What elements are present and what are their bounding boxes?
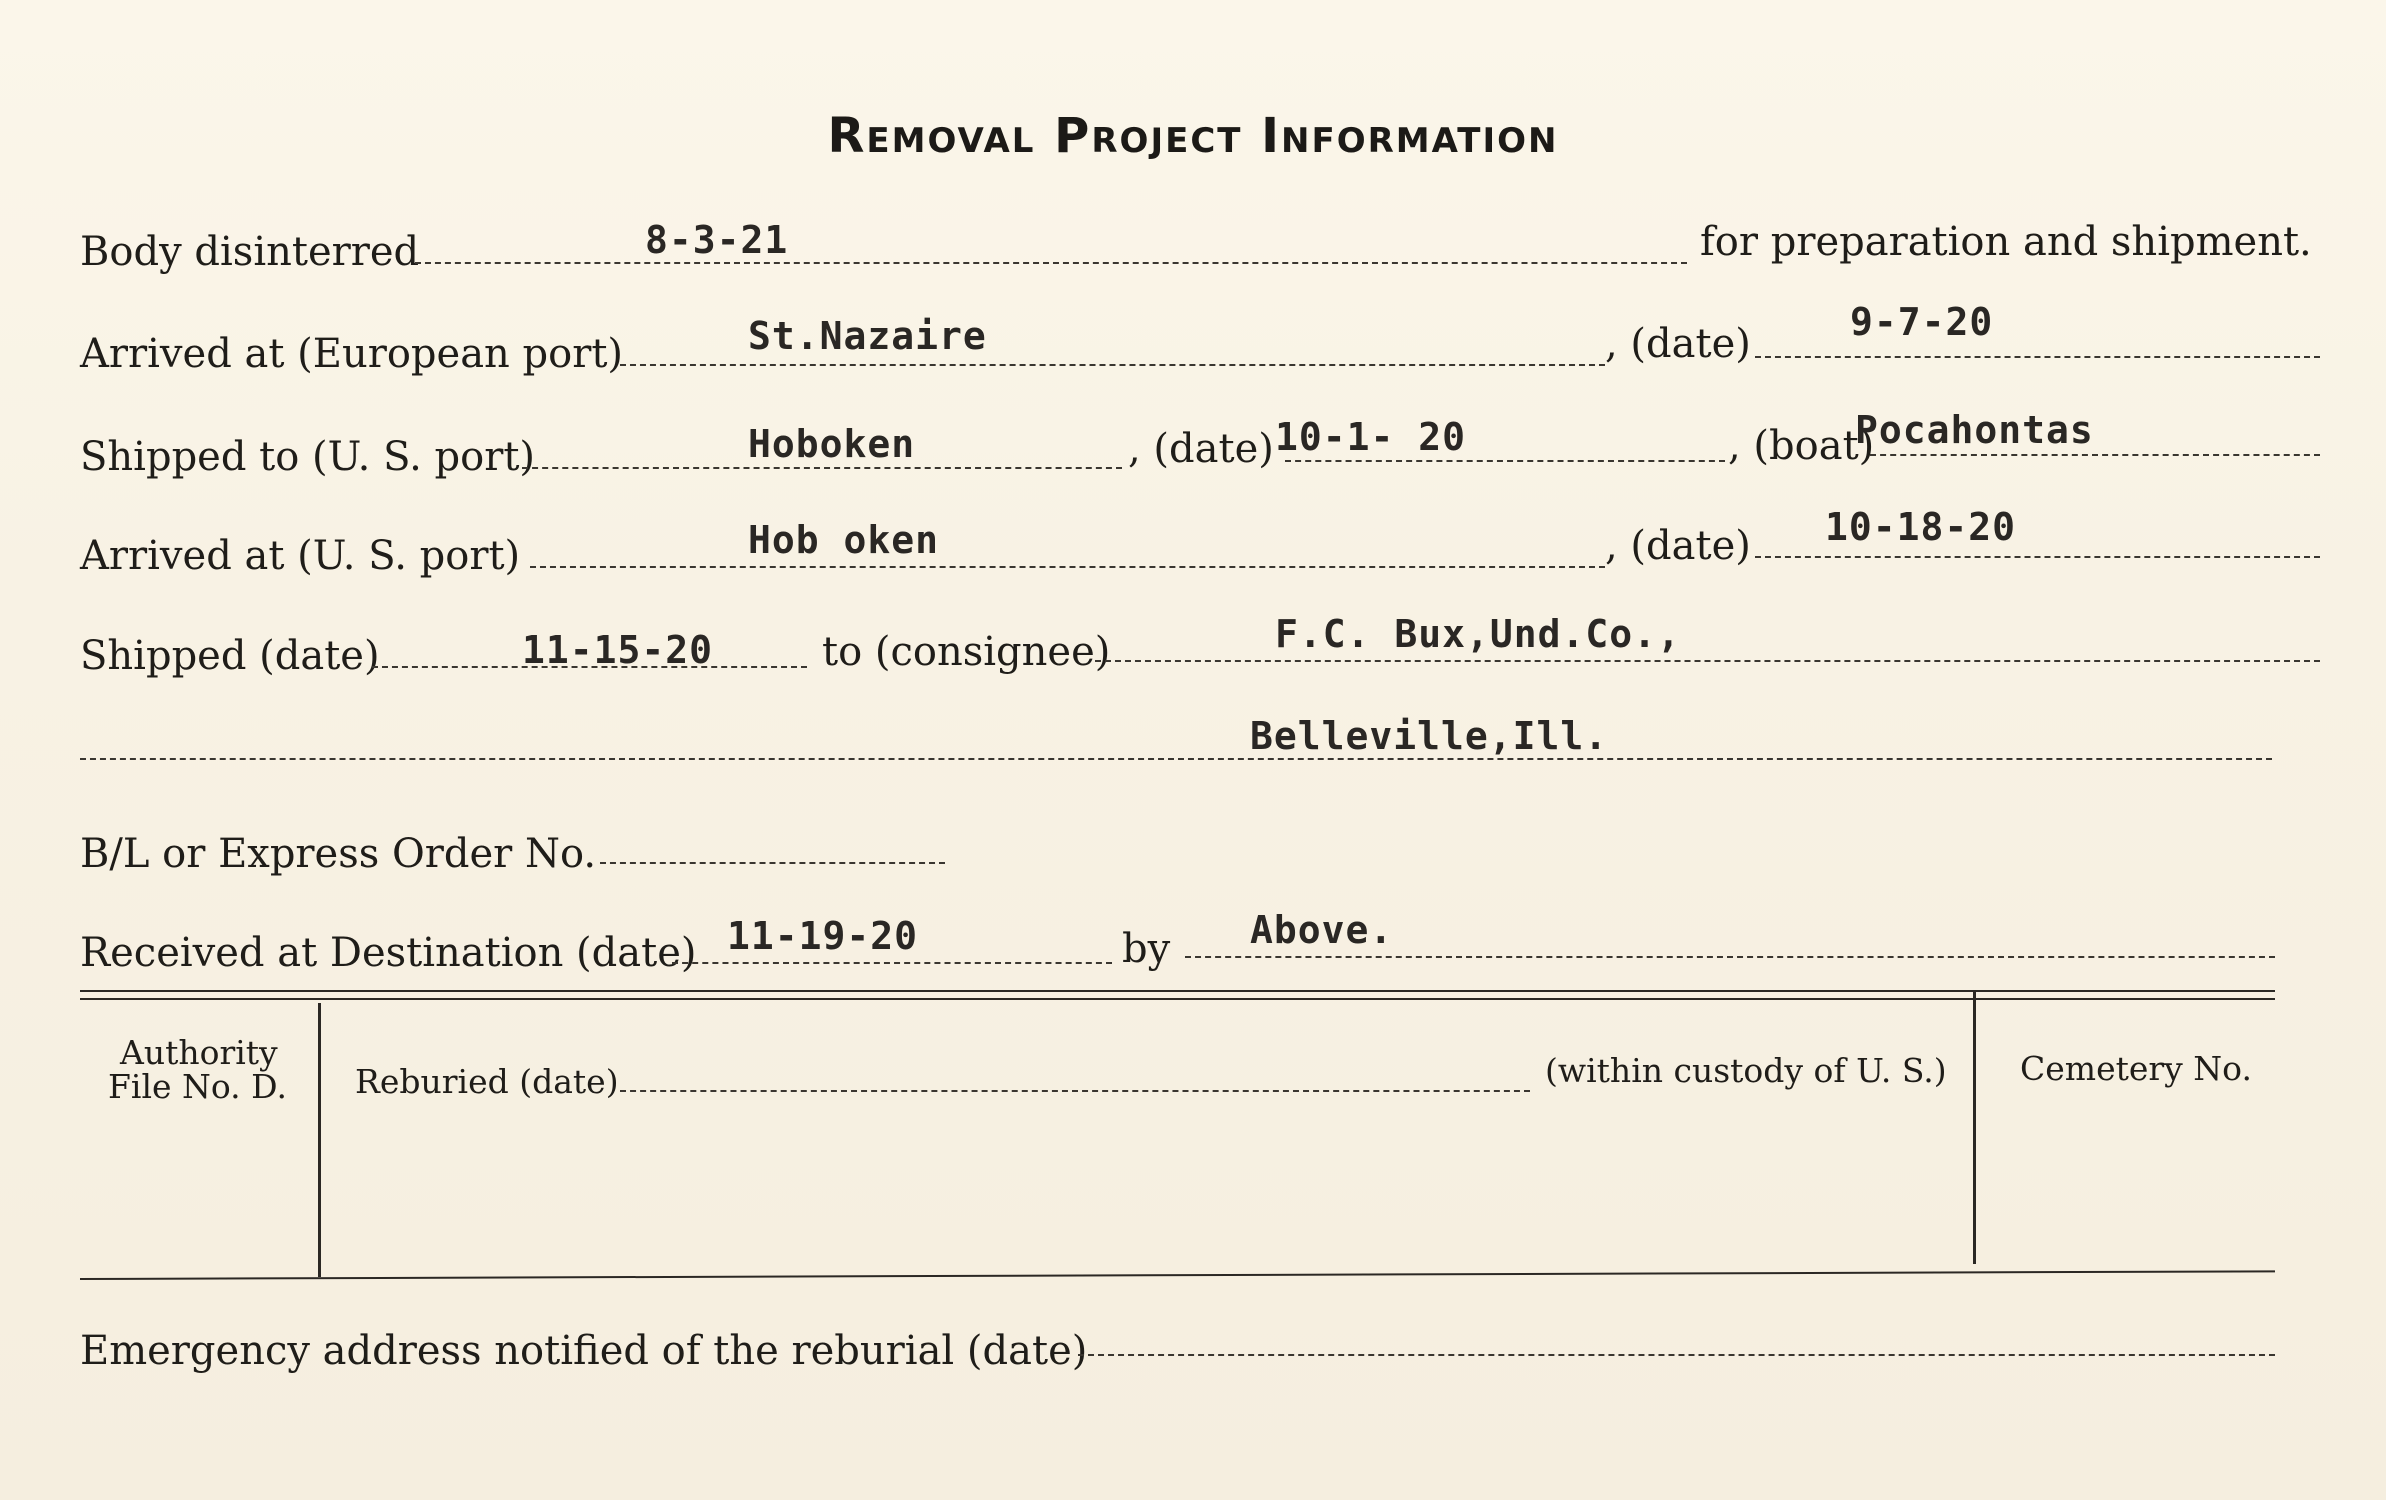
table-top-rule-2	[80, 998, 2275, 1000]
authority-label-line2: File No. D.	[108, 1067, 287, 1106]
shipped-date-label: Shipped (date)	[80, 633, 380, 679]
shipped-us-boat-label: , (boat)	[1728, 423, 1875, 469]
arrived-us-label: Arrived at (U. S. port)	[80, 533, 521, 579]
reburied-label: Reburied (date)	[355, 1062, 619, 1101]
consignee-line-2	[80, 758, 2272, 760]
emergency-line	[1078, 1354, 2275, 1356]
shipped-us-date-label: , (date)	[1128, 426, 1274, 472]
consignee-line	[1095, 660, 2320, 662]
arrived-us-date-line	[1755, 556, 2320, 558]
received-by-label: by	[1122, 926, 1171, 972]
received-by-value: Above.	[1250, 908, 1394, 952]
page-title: Removal Project Information	[827, 108, 1559, 164]
received-by-line	[1185, 956, 2275, 958]
arrived-us-date-label: , (date)	[1605, 523, 1751, 569]
arrived-us-port: Hob oken	[748, 518, 940, 562]
body-disinterred-line	[415, 262, 1687, 264]
received-date-line	[672, 962, 1112, 964]
table-top-rule-1	[80, 990, 2275, 992]
bl-order-label: B/L or Express Order No.	[80, 831, 597, 877]
body-disinterred-value: 8-3-21	[645, 218, 789, 262]
consignee-label: to (consignee)	[822, 629, 1111, 675]
received-label: Received at Destination (date)	[80, 930, 697, 976]
bl-order-line	[600, 862, 945, 864]
consignee-address: Belleville,Ill.	[1250, 714, 1609, 758]
arrived-european-date-line	[1755, 356, 2320, 358]
body-disinterred-label: Body disinterred	[80, 229, 420, 275]
arrived-european-date-label: , (date)	[1605, 321, 1751, 367]
custody-label: (within custody of U. S.)	[1545, 1051, 1947, 1090]
body-disinterred-suffix: for preparation and shipment.	[1700, 219, 2312, 265]
shipped-us-boat: Pocahontas	[1855, 408, 2094, 452]
shipped-us-date: 10-1- 20	[1275, 415, 1467, 459]
arrived-european-label: Arrived at (European port)	[80, 331, 624, 377]
arrived-us-port-line	[530, 566, 1605, 568]
consignee-value: F.C. Bux,Und.Co.,	[1275, 612, 1681, 656]
received-date: 11-19-20	[727, 914, 919, 958]
arrived-us-date: 10-18-20	[1825, 505, 2017, 549]
arrived-european-port-line	[620, 364, 1605, 366]
arrived-european-date: 9-7-20	[1850, 300, 1994, 344]
table-divider-left	[318, 1003, 321, 1277]
reburied-line	[620, 1090, 1530, 1092]
authority-label-line1: Authority	[120, 1033, 278, 1072]
shipped-us-label: Shipped to (U. S. port)	[80, 434, 535, 480]
table-bottom-rule	[80, 1270, 2275, 1280]
emergency-label: Emergency address notified of the reburial (date)	[80, 1328, 1088, 1374]
shipped-us-port: Hoboken	[748, 422, 916, 466]
shipped-us-port-line	[522, 467, 1122, 469]
cemetery-label: Cemetery No.	[2020, 1049, 2252, 1088]
table-divider-right	[1973, 992, 1976, 1264]
arrived-european-port: St.Nazaire	[748, 314, 987, 358]
shipped-us-boat-line	[1870, 454, 2320, 456]
shipped-us-date-line	[1285, 460, 1725, 462]
shipped-date-value: 11-15-20	[522, 628, 714, 672]
